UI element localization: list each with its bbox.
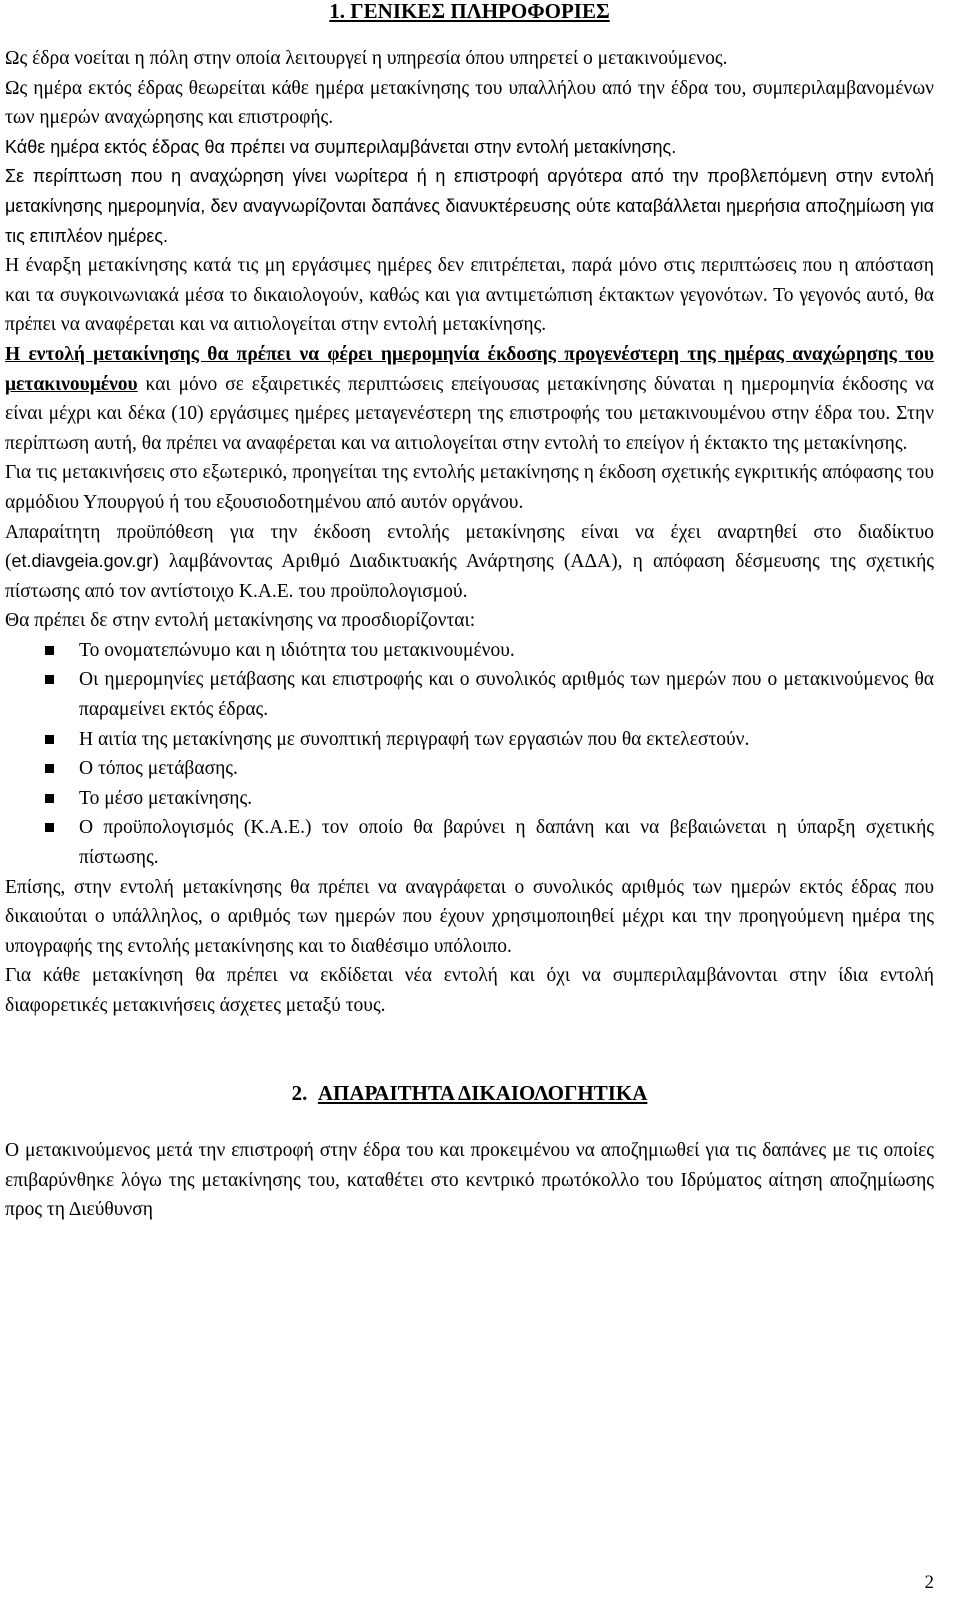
list-item	[5, 784, 934, 814]
list-item-text: Οι ημερομηνίες μετάβασης και επιστροφής και ο συνολικός αριθμός των ημερών που ο μετακινούμενος θα παραμείνει εκτός έδρας.	[79, 669, 934, 721]
page-number: 2	[924, 1572, 934, 1593]
requirements-list	[5, 636, 934, 873]
list-item	[5, 725, 934, 755]
issue-date-rest: και μόνο σε εξαιρετικές περιπτώσεις επείγουσας μετακίνησης δύναται η ημερομηνία έκδοσης να είναι μέχρι και δέκα (10) εργάσιμες ημέρες μεταγενέστερη της επιστροφής του μετακινουμένου στην έδρα του. Στην περίπτωση αυτή, θα πρέπει να αναφέρεται και να αιτιολογείται στην εντολή το επείγον ή έκτακτο της μετακίνησης.	[5, 373, 934, 454]
paragraph-days-count: Επίσης, στην εντολή μετακίνησης θα πρέπει να αναγράφεται ο συνολικός αριθμός των ημερών εκτός έδρας που δικαιούται ο υπάλληλος, ο αριθμός των ημερών που έχουν χρησιμοποιηθεί μέχρι και την προηγούμενη ημέρα της υπογραφής της εντολής μετακίνησης και το διαθέσιμο υπόλοιπο.	[5, 876, 934, 957]
paragraph-reimbursement: Ο μετακινούμενος μετά την επιστροφή στην έδρα του και προκειμένου να αποζημιωθεί για τις δαπάνες με τις οποίες επιβαρύνθηκε λόγω της μετακίνησης του, καταθέτει στο κεντρικό πρωτόκολλο του Ιδρύματος αίτηση αποζημίωσης προς τη Διεύθυνση	[5, 1140, 934, 1221]
paragraph-non-working-days: Η έναρξη μετακίνησης κατά τις μη εργάσιμες ημέρες δεν επιτρέπεται, παρά μόνο στις περιπτώσεις που η απόσταση και τα συγκοινωνιακά μέσα το δικαιολογούν, καθώς και για αντιμετώπιση έκτακτων γεγονότων. Το γεγονός αυτό, θα πρέπει να αναφέρεται και να αιτιολογείται στην εντολή μετακίνησης.	[5, 255, 934, 336]
square-bullet-icon	[45, 735, 54, 744]
paragraph-abroad: Για τις μετακινήσεις στο εξωτερικό, προηγείται της εντολής μετακίνησης η έκδοση σχετικής εγκριτικής απόφασης του αρμόδιου Υπουργού ή του εξουσιοδοτημένου από αυτόν οργάνου.	[5, 462, 934, 513]
section-2-heading	[5, 1079, 934, 1109]
square-bullet-icon	[45, 764, 54, 773]
list-item	[5, 813, 934, 872]
spacer	[5, 1108, 934, 1136]
paragraph-day-definition: Ως ημέρα εκτός έδρας θεωρείται κάθε ημέρα μετακίνησης του υπαλλήλου από την έδρα του, συμπεριλαμβανομένων των ημερών αναχώρησης και επιστροφής.	[5, 77, 934, 129]
section-2-number: 2.	[291, 1080, 308, 1105]
square-bullet-icon	[45, 646, 54, 655]
list-item	[5, 665, 934, 724]
list-item-text: Η αιτία της μετακίνησης με συνοπτική περιγραφή των εργασιών που θα εκτελεστούν.	[79, 728, 750, 750]
list-item-text: Το μέσο μετακίνησης.	[79, 787, 253, 809]
issue-date-emphasis: Η εντολή μετακίνησης θα πρέπει να φέρει ημερομηνία έκδοσης προγενέστερη της ημέρας αναχώρησης του μετακινουμένου	[5, 343, 934, 395]
paragraph-early-departure: Σε περίπτωση που η αναχώρηση γίνει νωρίτερα ή η επιστροφή αργότερα από την προβλεπόμενη στην εντολή μετακίνησης ημερομηνία, δεν αναγνωρίζονται δαπάνες διανυκτέρευσης ούτε καταβάλλεται ημερήσια αποζημίωση για τις επιπλέον ημέρες.	[5, 166, 934, 246]
list-item	[5, 754, 934, 784]
list-item	[5, 636, 934, 666]
paragraph-issue-date	[5, 340, 934, 458]
paragraph-days-included: Κάθε ημέρα εκτός έδρας θα πρέπει να συμπεριλαμβάνεται στην εντολή μετακίνησης.	[5, 136, 677, 157]
paragraph-edra-definition: Ως έδρα νοείται η πόλη στην οποία λειτουργεί η υπηρεσία όπου υπηρετεί ο μετακινούμενος.	[5, 48, 728, 69]
list-item-text: Ο προϋπολογισμός (Κ.Α.Ε.) τον οποίο θα βαρύνει η δαπάνη και να βεβαιώνεται η ύπαρξη σχετικής πίστωσης.	[79, 817, 934, 869]
paragraph-requirements-intro: Θα πρέπει δε στην εντολή μετακίνησης να προσδιορίζονται:	[5, 610, 476, 632]
diavgeia-text-b: ) λαμβάνοντας Αριθμό Διαδικτυακής Ανάρτησης (ΑΔΑ), η απόφαση δέσμευσης της σχετικής πίστωσης από τον αντίστοιχο Κ.Α.Ε. του προϋπολογισμού.	[5, 551, 934, 602]
diavgeia-link[interactable]: et.diavgeia.gov.gr	[11, 551, 153, 572]
spacer	[5, 30, 934, 44]
square-bullet-icon	[45, 823, 54, 832]
square-bullet-icon	[45, 794, 54, 803]
list-item-text: Το ονοματεπώνυμο και η ιδιότητα του μετακινουμένου.	[79, 639, 515, 661]
section-1-heading: 1. ΓΕΝΙΚΕΣ ΠΛΗΡΟΦΟΡΙΕΣ	[329, 0, 610, 23]
diavgeia-text-a: Απαραίτητη προϋπόθεση για την έκδοση εντολής μετακίνησης είναι να έχει αναρτηθεί στο διαδίκτυο (	[5, 521, 934, 573]
square-bullet-icon	[45, 675, 54, 684]
paragraph-diavgeia	[5, 518, 934, 607]
spacer	[5, 1021, 934, 1079]
section-2-title: ΑΠΑΡΑΙΤΗΤΑ ΔΙΚΑΙΟΛΟΓΗΤΙΚΑ	[317, 1080, 648, 1105]
list-item-text: Ο τόπος μετάβασης.	[79, 758, 238, 780]
paragraph-new-order: Για κάθε μετακίνηση θα πρέπει να εκδίδεται νέα εντολή και όχι να συμπεριλαμβάνονται στην ίδια εντολή διαφορετικές μετακινήσεις άσχετες μεταξύ τους.	[5, 965, 934, 1016]
